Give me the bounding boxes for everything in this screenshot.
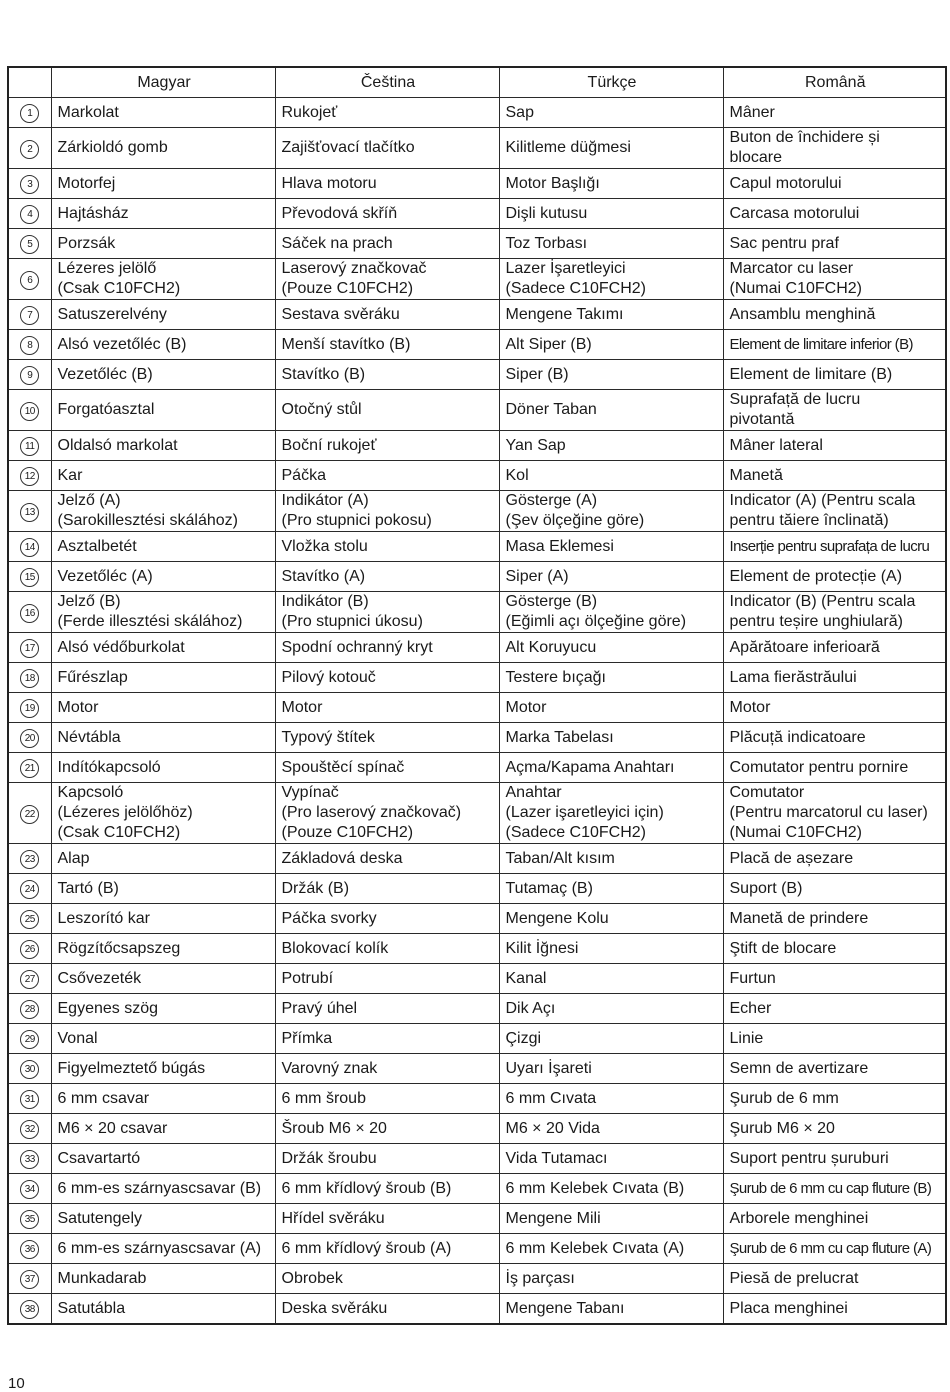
cell-romana: Furtun [723,964,946,994]
table-row [8,592,946,633]
cell-romana: Motor [723,693,946,723]
cell-cestina: Páčka svorky [275,904,499,934]
cell-magyar: 6 mm-es szárnyascsavar (A) [51,1234,275,1264]
circled-number-badge: 24 [20,880,39,899]
cell-turkce: Gösterge (A) (Şev ölçeğine göre) [499,491,723,532]
cell-cestina: Menší stavítko (B) [275,330,499,360]
cell-turkce: Mengene Tabanı [499,1294,723,1325]
circled-number-badge: 27 [20,970,39,989]
cell-romana: Ştift de blocare [723,934,946,964]
cell-romana: Şurub de 6 mm [723,1084,946,1114]
cell-cestina: Typový štítek [275,723,499,753]
cell-turkce: Motor Başlığı [499,169,723,199]
cell-turkce: Taban/Alt kısım [499,844,723,874]
cell-turkce: Gösterge (B) (Eğimli açı ölçeğine göre) [499,592,723,633]
cell-magyar: Csavartartó [51,1144,275,1174]
row-number-cell [8,633,51,663]
cell-magyar: Figyelmeztető búgás [51,1054,275,1084]
cell-magyar: Fűrészlap [51,663,275,693]
cell-turkce: Kanal [499,964,723,994]
table-row [8,994,946,1024]
cell-magyar: 6 mm-es szárnyascsavar (B) [51,1174,275,1204]
cell-romana: Marcator cu laser (Numai C10FCH2) [723,259,946,300]
row-number-cell [8,491,51,532]
cell-magyar: Vonal [51,1024,275,1054]
table-row [8,1114,946,1144]
row-number-cell [8,1084,51,1114]
row-number-cell [8,330,51,360]
cell-romana: Manetă de prindere [723,904,946,934]
cell-romana: Buton de închidere și blocare [723,128,946,169]
cell-cestina: Přímka [275,1024,499,1054]
cell-magyar: Alsó vezetőléc (B) [51,330,275,360]
table-row [8,229,946,259]
cell-cestina: Laserový značkovač (Pouze C10FCH2) [275,259,499,300]
cell-cestina: Rukojeť [275,98,499,128]
table-row [8,199,946,229]
table-row [8,904,946,934]
row-number-cell [8,844,51,874]
cell-romana: Mâner [723,98,946,128]
cell-turkce: Açma/Kapama Anahtarı [499,753,723,783]
table-row [8,874,946,904]
cell-magyar: Leszorító kar [51,904,275,934]
cell-turkce: Anahtar (Lazer işaretleyici için) (Sadece C10FCH2) [499,783,723,844]
table-row [8,562,946,592]
cell-romana: Lama fierăstrăului [723,663,946,693]
row-number-cell [8,300,51,330]
table-row [8,693,946,723]
cell-turkce: Dik Açı [499,994,723,1024]
circled-number-badge: 29 [20,1030,39,1049]
cell-magyar: Porzsák [51,229,275,259]
cell-cestina: Blokovací kolík [275,934,499,964]
cell-magyar: Vezetőléc (A) [51,562,275,592]
cell-romana: Suport pentru șuruburi [723,1144,946,1174]
cell-cestina: Obrobek [275,1264,499,1294]
cell-magyar: Jelző (B) (Ferde illesztési skálához) [51,592,275,633]
page-number: 10 [8,1375,25,1392]
cell-romana: Carcasa motorului [723,199,946,229]
table-row [8,663,946,693]
cell-cestina: 6 mm šroub [275,1084,499,1114]
cell-turkce: 6 mm Kelebek Cıvata (B) [499,1174,723,1204]
row-number-cell [8,199,51,229]
cell-romana: Element de protecție (A) [723,562,946,592]
cell-cestina: Převodová skříň [275,199,499,229]
cell-magyar: Satutábla [51,1294,275,1325]
table-row [8,1174,946,1204]
table-row [8,532,946,562]
table-row [8,461,946,491]
cell-turkce: Toz Torbası [499,229,723,259]
cell-romana: Element de limitare inferior (B) [723,330,946,360]
circled-number-badge: 32 [20,1120,39,1139]
cell-romana: Apărătoare inferioară [723,633,946,663]
cell-magyar: Asztalbetét [51,532,275,562]
circled-number-badge: 1 [20,104,39,123]
circled-number-badge: 14 [20,538,39,557]
circled-number-badge: 4 [20,205,39,224]
table-row [8,1024,946,1054]
table-row [8,491,946,532]
cell-magyar: Kapcsoló (Lézeres jelölőhöz) (Csak C10FCH2) [51,783,275,844]
table-header [8,67,946,98]
cell-magyar: Jelző (A) (Sarokillesztési skálához) [51,491,275,532]
table-row [8,128,946,169]
row-number-cell [8,1264,51,1294]
cell-turkce: Siper (A) [499,562,723,592]
header-cell-romana: Română [723,67,946,98]
cell-cestina: Držák (B) [275,874,499,904]
table-row [8,1084,946,1114]
row-number-cell [8,964,51,994]
cell-cestina: Šroub M6 × 20 [275,1114,499,1144]
cell-turkce: Mengene Kolu [499,904,723,934]
cell-cestina: Motor [275,693,499,723]
cell-cestina: Varovný znak [275,1054,499,1084]
cell-romana: Capul motorului [723,169,946,199]
cell-magyar: Vezetőléc (B) [51,360,275,390]
cell-cestina: Vypínač (Pro laserový značkovač) (Pouze C10FCH2) [275,783,499,844]
header-cell-magyar: Magyar [51,67,275,98]
row-number-cell [8,934,51,964]
cell-cestina: Pravý úhel [275,994,499,1024]
cell-turkce: Kol [499,461,723,491]
cell-turkce: Yan Sap [499,431,723,461]
cell-magyar: Oldalsó markolat [51,431,275,461]
cell-magyar: Alap [51,844,275,874]
cell-romana: Placă de așezare [723,844,946,874]
circled-number-badge: 28 [20,1000,39,1019]
row-number-cell [8,431,51,461]
circled-number-badge: 6 [20,271,39,290]
cell-romana: Piesă de prelucrat [723,1264,946,1294]
table-row [8,1054,946,1084]
cell-magyar: Lézeres jelölő (Csak C10FCH2) [51,259,275,300]
row-number-cell [8,904,51,934]
row-number-cell [8,360,51,390]
cell-magyar: Tartó (B) [51,874,275,904]
cell-romana: Inserție pentru suprafața de lucru [723,532,946,562]
table-row [8,1264,946,1294]
circled-number-badge: 31 [20,1090,39,1109]
cell-cestina: Držák šroubu [275,1144,499,1174]
cell-romana: Semn de avertizare [723,1054,946,1084]
circled-number-badge: 9 [20,366,39,385]
circled-number-badge: 23 [20,850,39,869]
cell-magyar: Satuszerelvény [51,300,275,330]
table-row [8,934,946,964]
circled-number-badge: 10 [20,402,39,421]
header-cell-number [8,67,51,98]
table-row [8,330,946,360]
circled-number-badge: 18 [20,669,39,688]
cell-romana: Echer [723,994,946,1024]
cell-cestina: Hřídel svěráku [275,1204,499,1234]
cell-romana: Placa menghinei [723,1294,946,1325]
row-number-cell [8,723,51,753]
table-row [8,1294,946,1325]
cell-cestina: Základová deska [275,844,499,874]
cell-cestina: Otočný stůl [275,390,499,431]
cell-magyar: Egyenes szög [51,994,275,1024]
cell-romana: Şurub M6 × 20 [723,1114,946,1144]
cell-magyar: Munkadarab [51,1264,275,1294]
table-row [8,431,946,461]
circled-number-badge: 21 [20,759,39,778]
cell-romana: Şurub de 6 mm cu cap fluture (B) [723,1174,946,1204]
cell-cestina: Vložka stolu [275,532,499,562]
cell-magyar: Csővezeték [51,964,275,994]
row-number-cell [8,1024,51,1054]
cell-cestina: Páčka [275,461,499,491]
cell-turkce: Lazer İşaretleyici (Sadece C10FCH2) [499,259,723,300]
row-number-cell [8,461,51,491]
circled-number-badge: 36 [20,1240,39,1259]
table-row [8,259,946,300]
cell-magyar: Zárkioldó gomb [51,128,275,169]
cell-romana: Indicator (A) (Pentru scala pentru tăiere înclinată) [723,491,946,532]
table-row [8,360,946,390]
cell-cestina: Indikátor (A) (Pro stupnici pokosu) [275,491,499,532]
header-row [8,67,946,98]
cell-turkce: Siper (B) [499,360,723,390]
cell-turkce: Çizgi [499,1024,723,1054]
cell-turkce: Mengene Mili [499,1204,723,1234]
circled-number-badge: 3 [20,175,39,194]
cell-romana: Linie [723,1024,946,1054]
row-number-cell [8,592,51,633]
row-number-cell [8,1234,51,1264]
table-body [8,98,946,1325]
cell-romana: Suprafață de lucru pivotantă [723,390,946,431]
table-row [8,1204,946,1234]
header-cell-turkce: Türkçe [499,67,723,98]
cell-turkce: Marka Tabelası [499,723,723,753]
row-number-cell [8,1204,51,1234]
row-number-cell [8,994,51,1024]
row-number-cell [8,259,51,300]
cell-romana: Plăcuță indicatoare [723,723,946,753]
row-number-cell [8,874,51,904]
cell-cestina: Pilový kotouč [275,663,499,693]
circled-number-badge: 15 [20,568,39,587]
cell-magyar: Kar [51,461,275,491]
cell-turkce: Kilit İğnesi [499,934,723,964]
circled-number-badge: 33 [20,1150,39,1169]
cell-cestina: Spouštěcí spínač [275,753,499,783]
circled-number-badge: 30 [20,1060,39,1079]
cell-turkce: Kilitleme düğmesi [499,128,723,169]
row-number-cell [8,1174,51,1204]
cell-romana: Element de limitare (B) [723,360,946,390]
cell-turkce: Alt Koruyucu [499,633,723,663]
cell-cestina: Zajišťovací tlačítko [275,128,499,169]
circled-number-badge: 37 [20,1270,39,1289]
circled-number-badge: 5 [20,235,39,254]
table-row [8,633,946,663]
cell-cestina: Sestava svěráku [275,300,499,330]
circled-number-badge: 17 [20,639,39,658]
cell-magyar: Forgatóasztal [51,390,275,431]
row-number-cell [8,1114,51,1144]
cell-turkce: Mengene Takımı [499,300,723,330]
cell-magyar: Motor [51,693,275,723]
cell-turkce: 6 mm Cıvata [499,1084,723,1114]
circled-number-badge: 7 [20,306,39,325]
circled-number-badge: 26 [20,940,39,959]
cell-turkce: Alt Siper (B) [499,330,723,360]
cell-cestina: Deska svěráku [275,1294,499,1325]
cell-magyar: Motorfej [51,169,275,199]
cell-turkce: Döner Taban [499,390,723,431]
cell-turkce: Dişli kutusu [499,199,723,229]
table-row [8,1144,946,1174]
table-row [8,1234,946,1264]
row-number-cell [8,693,51,723]
header-cell-cestina: Čeština [275,67,499,98]
table-row [8,723,946,753]
cell-magyar: Markolat [51,98,275,128]
parts-table [7,66,947,1325]
row-number-cell [8,1054,51,1084]
circled-number-badge: 22 [20,805,39,824]
circled-number-badge: 8 [20,336,39,355]
cell-cestina: Stavítko (B) [275,360,499,390]
cell-cestina: 6 mm křídlový šroub (B) [275,1174,499,1204]
cell-magyar: Rögzítőcsapszeg [51,934,275,964]
table-row [8,98,946,128]
row-number-cell [8,1294,51,1325]
cell-turkce: Testere bıçağı [499,663,723,693]
circled-number-badge: 11 [20,437,39,456]
cell-cestina: Sáček na prach [275,229,499,259]
cell-magyar: Névtábla [51,723,275,753]
circled-number-badge: 13 [20,503,39,522]
cell-romana: Suport (B) [723,874,946,904]
circled-number-badge: 35 [20,1210,39,1229]
circled-number-badge: 2 [20,140,39,159]
table-row [8,783,946,844]
row-number-cell [8,98,51,128]
table-row [8,300,946,330]
table-row [8,753,946,783]
cell-romana: Ansamblu menghină [723,300,946,330]
cell-turkce: İş parçası [499,1264,723,1294]
cell-turkce: M6 × 20 Vida [499,1114,723,1144]
cell-magyar: 6 mm csavar [51,1084,275,1114]
row-number-cell [8,390,51,431]
cell-cestina: 6 mm křídlový šroub (A) [275,1234,499,1264]
cell-turkce: Masa Eklemesi [499,532,723,562]
cell-cestina: Stavítko (A) [275,562,499,592]
row-number-cell [8,562,51,592]
row-number-cell [8,663,51,693]
circled-number-badge: 38 [20,1300,39,1319]
circled-number-badge: 25 [20,910,39,929]
cell-romana: Comutator (Pentru marcatorul cu laser) (Numai C10FCH2) [723,783,946,844]
cell-romana: Indicator (B) (Pentru scala pentru teșire unghiulară) [723,592,946,633]
cell-turkce: 6 mm Kelebek Cıvata (A) [499,1234,723,1264]
row-number-cell [8,229,51,259]
cell-magyar: Alsó védőburkolat [51,633,275,663]
cell-cestina: Indikátor (B) (Pro stupnici úkosu) [275,592,499,633]
circled-number-badge: 19 [20,699,39,718]
table-row [8,844,946,874]
cell-romana: Sac pentru praf [723,229,946,259]
cell-magyar: M6 × 20 csavar [51,1114,275,1144]
circled-number-badge: 12 [20,467,39,486]
circled-number-badge: 16 [20,604,39,623]
cell-magyar: Indítókapcsoló [51,753,275,783]
table-row [8,964,946,994]
cell-magyar: Hajtásház [51,199,275,229]
row-number-cell [8,1144,51,1174]
row-number-cell [8,128,51,169]
cell-romana: Comutator pentru pornire [723,753,946,783]
cell-turkce: Uyarı İşareti [499,1054,723,1084]
row-number-cell [8,169,51,199]
cell-magyar: Satutengely [51,1204,275,1234]
circled-number-badge: 34 [20,1180,39,1199]
cell-turkce: Vida Tutamacı [499,1144,723,1174]
cell-turkce: Tutamaç (B) [499,874,723,904]
cell-romana: Manetă [723,461,946,491]
row-number-cell [8,532,51,562]
row-number-cell [8,783,51,844]
cell-cestina: Boční rukojeť [275,431,499,461]
cell-cestina: Potrubí [275,964,499,994]
cell-romana: Arborele menghinei [723,1204,946,1234]
row-number-cell [8,753,51,783]
cell-cestina: Spodní ochranný kryt [275,633,499,663]
table-row [8,390,946,431]
table-row [8,169,946,199]
cell-turkce: Motor [499,693,723,723]
cell-cestina: Hlava motoru [275,169,499,199]
cell-romana: Şurub de 6 mm cu cap fluture (A) [723,1234,946,1264]
cell-romana: Mâner lateral [723,431,946,461]
cell-turkce: Sap [499,98,723,128]
circled-number-badge: 20 [20,729,39,748]
